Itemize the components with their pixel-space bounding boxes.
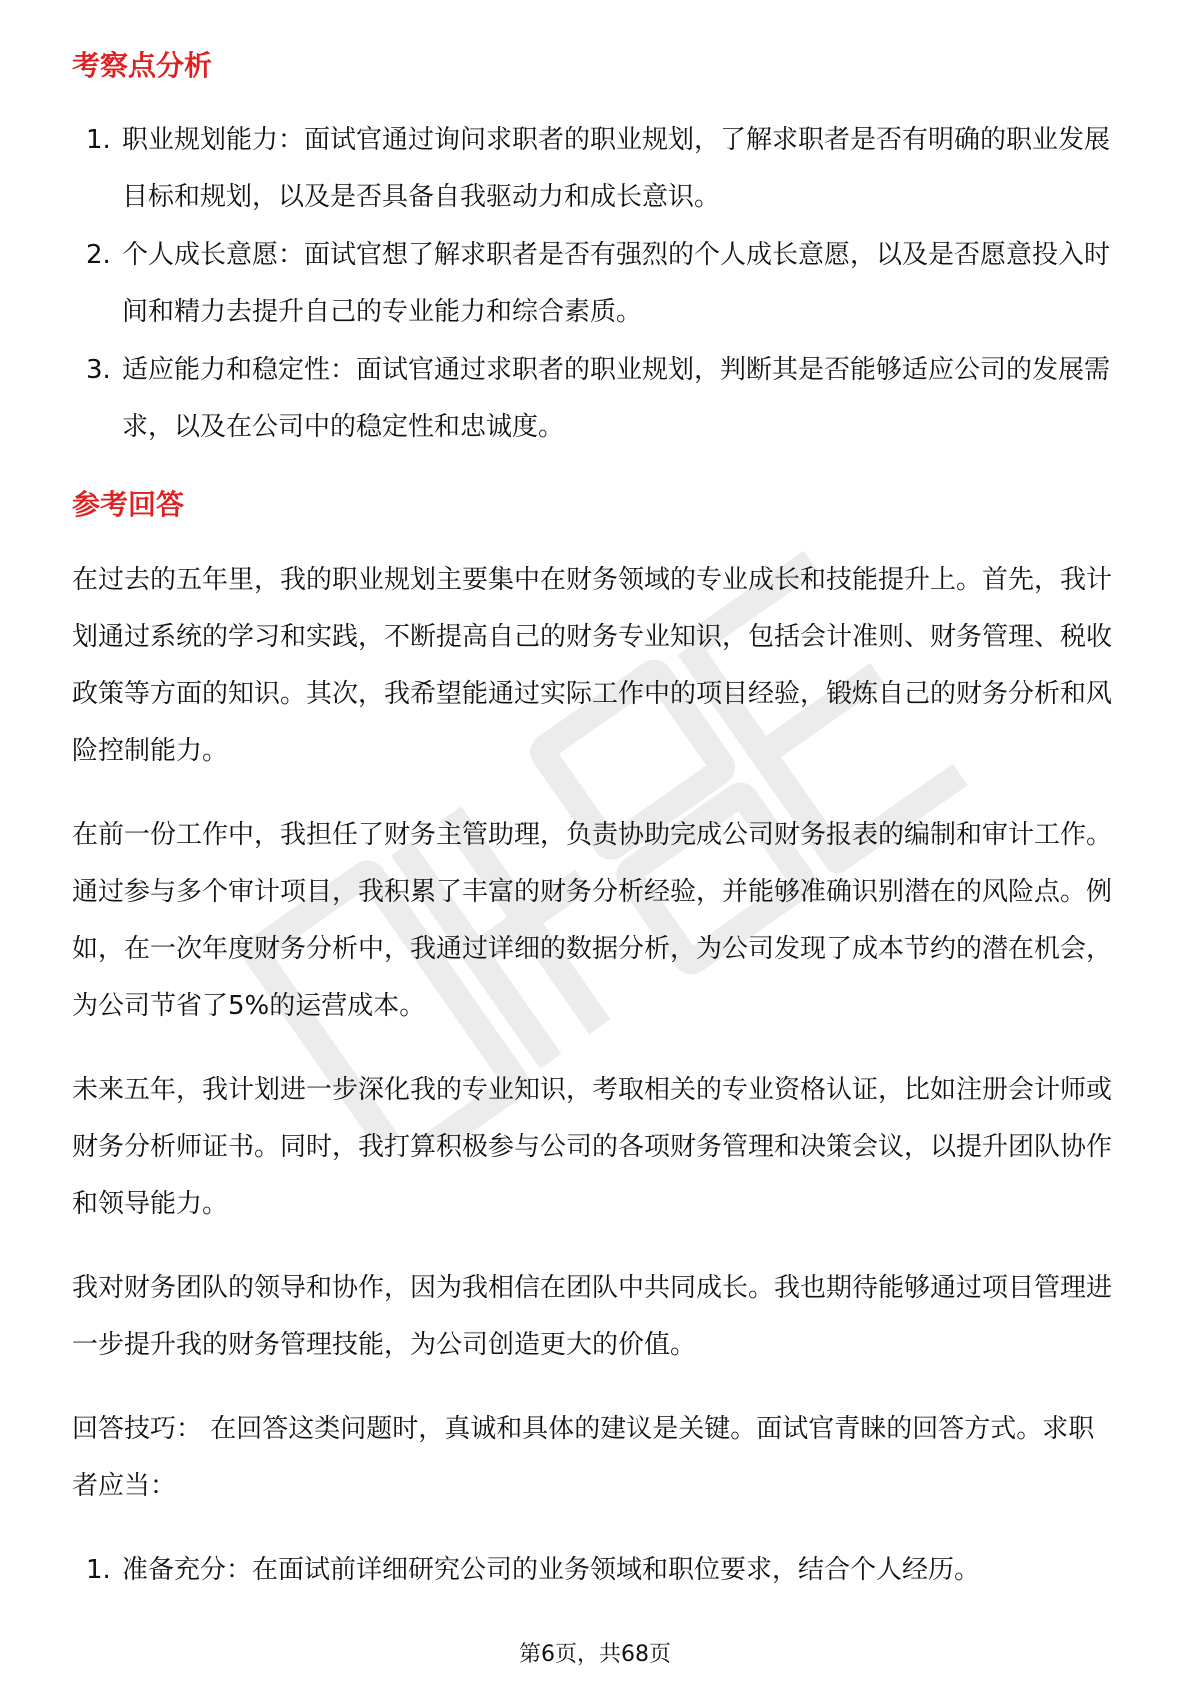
answer-paragraph: 在前一份工作中，我担任了财务主管助理，负责协助完成公司财务报表的编制和审计工作。通过参与多个审计项目，我积累了丰富的财务分析经验，并能够准确识别潜在的风险点。例如，在一次年度财务分析中，我通过详细的数据分析，为公司发现了成本节约的潜在机会，为公司节省了5%的运营成本。 [72,820,1113,1021]
list-item [72,227,1118,341]
analysis-section-title: 考察点分析 [72,49,213,82]
list-item-number: 3. [86,355,111,385]
list-item [72,112,1118,226]
answer-section-title: 参考回答 [72,488,185,521]
analysis-list [72,112,1118,456]
list-item-text: 个人成长意愿：面试官想了解求职者是否有强烈的个人成长意愿，以及是否愿意投入时间和精力去提升自己的专业能力和综合素质。 [122,240,1111,327]
page-number-label: 第6页，共68页 [519,1642,671,1667]
document-content [72,46,1118,1599]
list-item-text: 职业规划能力：面试官通过询问求职者的职业规划，了解求职者是否有明确的职业发展目标和规划，以及是否具备自我驱动力和成长意识。 [122,125,1111,212]
answer-paragraph: 未来五年，我计划进一步深化我的专业知识，考取相关的专业资格认证，比如注册会计师或财务分析师证书。同时，我打算积极参与公司的各项财务管理和决策会议，以提升团队协作和领导能力。 [72,1075,1113,1219]
tips-list [72,1542,1118,1599]
list-item [72,1542,1118,1599]
list-item-text: 准备充分：在面试前详细研究公司的业务领域和职位要求，结合个人经历。 [122,1555,981,1585]
list-item-text: 适应能力和稳定性：面试官通过求职者的职业规划，判断其是否能够适应公司的发展需求，以及在公司中的稳定性和忠诚度。 [122,355,1111,442]
list-item-number: 1. [86,1555,111,1585]
answer-paragraph: 我对财务团队的领导和协作，因为我相信在团队中共同成长。我也期待能够通过项目管理进一步提升我的财务管理技能，为公司创造更大的价值。 [72,1273,1113,1360]
page-footer [0,1640,1190,1670]
list-item-number: 2. [86,240,111,270]
list-item-number: 1. [86,125,111,155]
list-item [72,342,1118,456]
answer-tips-paragraph: 回答技巧： 在回答这类问题时，真诚和具体的建议是关键。面试官青睐的回答方式。求职者应当： [72,1414,1095,1501]
answer-paragraph: 在过去的五年里，我的职业规划主要集中在财务领域的专业成长和技能提升上。首先，我计划通过系统的学习和实践，不断提高自己的财务专业知识，包括会计准则、财务管理、税收政策等方面的知识。其次，我希望能通过实际工作中的项目经验，锻炼自己的财务分析和风险控制能力。 [72,565,1113,766]
